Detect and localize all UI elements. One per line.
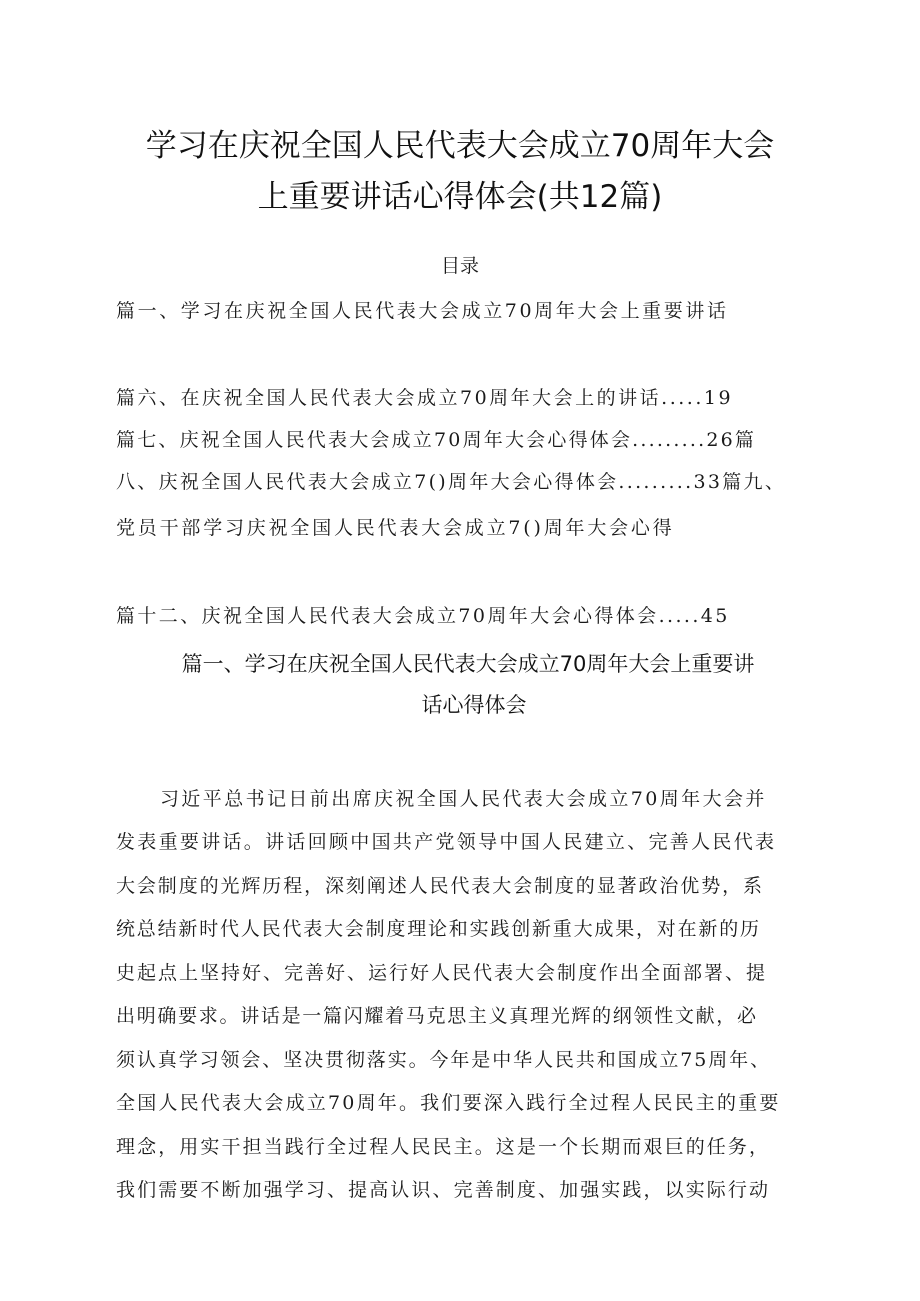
toc-line: 篇七、庆祝全国人民代表大会成立70周年大会心得体会.........26篇 — [116, 429, 757, 451]
body-text-line: 发表重要讲话。讲话回顾中国共产党领导中国人民建立、完善人民代表 — [116, 831, 777, 853]
body-text-line: 须认真学习领会、坚决贯彻落实。今年是中华人民共和国成立75周年、 — [116, 1049, 771, 1071]
body-text-line: 史起点上坚持好、完善好、运行好人民代表大会制度作出全面部署、提 — [116, 962, 768, 984]
document-title-line-2: 上重要讲话心得体会(共12篇) — [257, 179, 663, 215]
toc-line: 篇一、学习在庆祝全国人民代表大会成立70周年大会上重要讲话 — [116, 300, 729, 322]
section-title-line-2: 话心得体会 — [421, 693, 527, 717]
body-text-line: 我们需要不断加强学习、提高认识、完善制度、加强实践，以实际行动 — [116, 1179, 771, 1201]
body-text-line: 出明确要求。讲话是一篇闪耀着马克思主义真理光辉的纲领性文献，必 — [116, 1005, 758, 1027]
toc-heading: 目录 — [440, 255, 479, 277]
toc-line: 党员干部学习庆祝全国人民代表大会成立7()周年大会心得 — [116, 517, 675, 539]
toc-line: 篇六、在庆祝全国人民代表大会成立70周年大会上的讲话.....19 — [116, 387, 734, 409]
body-text-line: 理念，用实干担当践行全过程人民民主。这是一个长期而艰巨的任务， — [116, 1136, 771, 1158]
body-text-line: 大会制度的光辉历程，深刻阐述人民代表大会制度的显著政治优势，系 — [116, 875, 764, 897]
section-title-line-1: 篇一、学习在庆祝全国人民代表大会成立70周年大会上重要讲 — [181, 652, 755, 676]
body-text-line: 全国人民代表大会成立70周年。我们要深入践行全过程人民民主的重要 — [116, 1092, 781, 1114]
body-text-line: 习近平总书记日前出席庆祝全国人民代表大会成立70周年大会并 — [160, 788, 767, 810]
toc-line: 八、庆祝全国人民代表大会成立7()周年大会心得体会.........33篇九、 — [116, 471, 787, 493]
body-text-line: 统总结新时代人民代表大会制度理论和实践创新重大成果，对在新的历 — [116, 918, 761, 940]
document-title-line-1: 学习在庆祝全国人民代表大会成立70周年大会 — [145, 128, 775, 164]
toc-line: 篇十二、庆祝全国人民代表大会成立70周年大会心得体会.....45 — [116, 605, 730, 627]
